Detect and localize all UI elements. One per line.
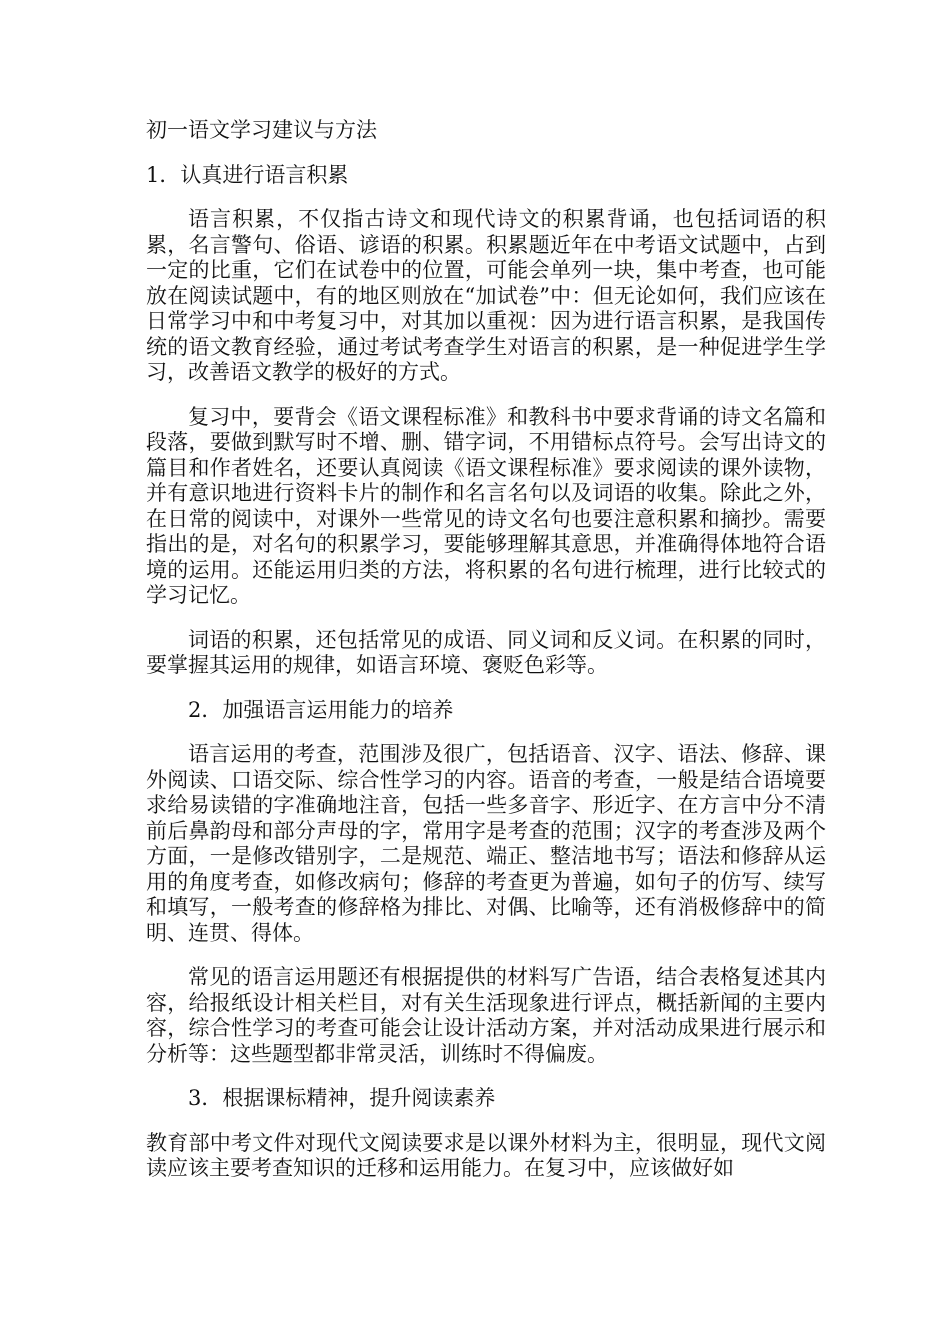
document-page	[146, 118, 826, 1201]
document-title: 初一语文学习建议与方法	[146, 118, 377, 142]
paragraph: 常见的语言运用题还有根据提供的材料写广告语，结合表格复述其内容，给报纸设计相关栏目，对有关生活现象进行评点，概括新闻的主要内容，综合性学习的考查可能会让设计活动方案，并对活动成果进行展示和分析等：这些题型都非常灵活，训练时不得偏废。	[146, 965, 826, 1066]
paragraph: 教育部中考文件对现代文阅读要求是以课外材料为主，很明显，现代文阅读应该主要考查知识的迁移和运用能力。在复习中，应该做好如	[146, 1130, 826, 1180]
section-heading-2: 2．加强语言运用能力的培养	[188, 697, 454, 722]
paragraph: 语言积累，不仅指古诗文和现代诗文的积累背诵，也包括词语的积累，名言警句、俗语、谚语的积累。积累题近年在中考语文试题中，占到一定的比重，它们在试卷中的位置，可能会单列一块，集中考查，也可能放在阅读试题中，有的地区则放在“加试卷”中：但无论如何，我们应该在日常学习中和中考复习中，对其加以重视：因为进行语言积累，是我国传统的语文教育经验，通过考试考查学生对语言的积累，是一种促进学生学习，改善语文教学的极好的方式。	[146, 207, 826, 384]
section-heading-1: 1．认真进行语言积累	[146, 162, 349, 187]
section-heading-3: 3．根据课标精神，提升阅读素养	[188, 1086, 496, 1110]
paragraph: 复习中，要背会《语文课程标准》和教科书中要求背诵的诗文名篇和段落，要做到默写时不增、删、错字词，不用错标点符号。会写出诗文的篇目和作者姓名，还要认真阅读《语文课程标准》要求阅读的课外读物，并有意识地进行资料卡片的制作和名言名句以及词语的收集。除此之外，在日常的阅读中，对课外一些常见的诗文名句也要注意积累和摘抄。需要指出的是，对名句的积累学习，要能够理解其意思，并准确得体地符合语境的运用。还能运用归类的方法，将积累的名句进行梳理，进行比较式的学习记忆。	[146, 404, 826, 607]
paragraph: 词语的积累，还包括常见的成语、同义词和反义词。在积累的同时，要掌握其运用的规律，如语言环境、褒贬色彩等。	[146, 627, 826, 677]
paragraph: 语言运用的考查，范围涉及很广，包括语音、汉字、语法、修辞、课外阅读、口语交际、综合性学习的内容。语音的考查，一般是结合语境要求给易读错的字准确地注音，包括一些多音字、形近字、在方言中分不清前后鼻韵母和部分声母的字，常用字是考查的范围；汉字的考查涉及两个方面，一是修改错别字，二是规范、端正、整洁地书写；语法和修辞从运用的角度考查，如修改病句；修辞的考查更为普遍，如句子的仿写、续写和填写，一般考查的修辞格为排比、对偶、比喻等，还有消极修辞中的简明、连贯、得体。	[146, 742, 826, 945]
